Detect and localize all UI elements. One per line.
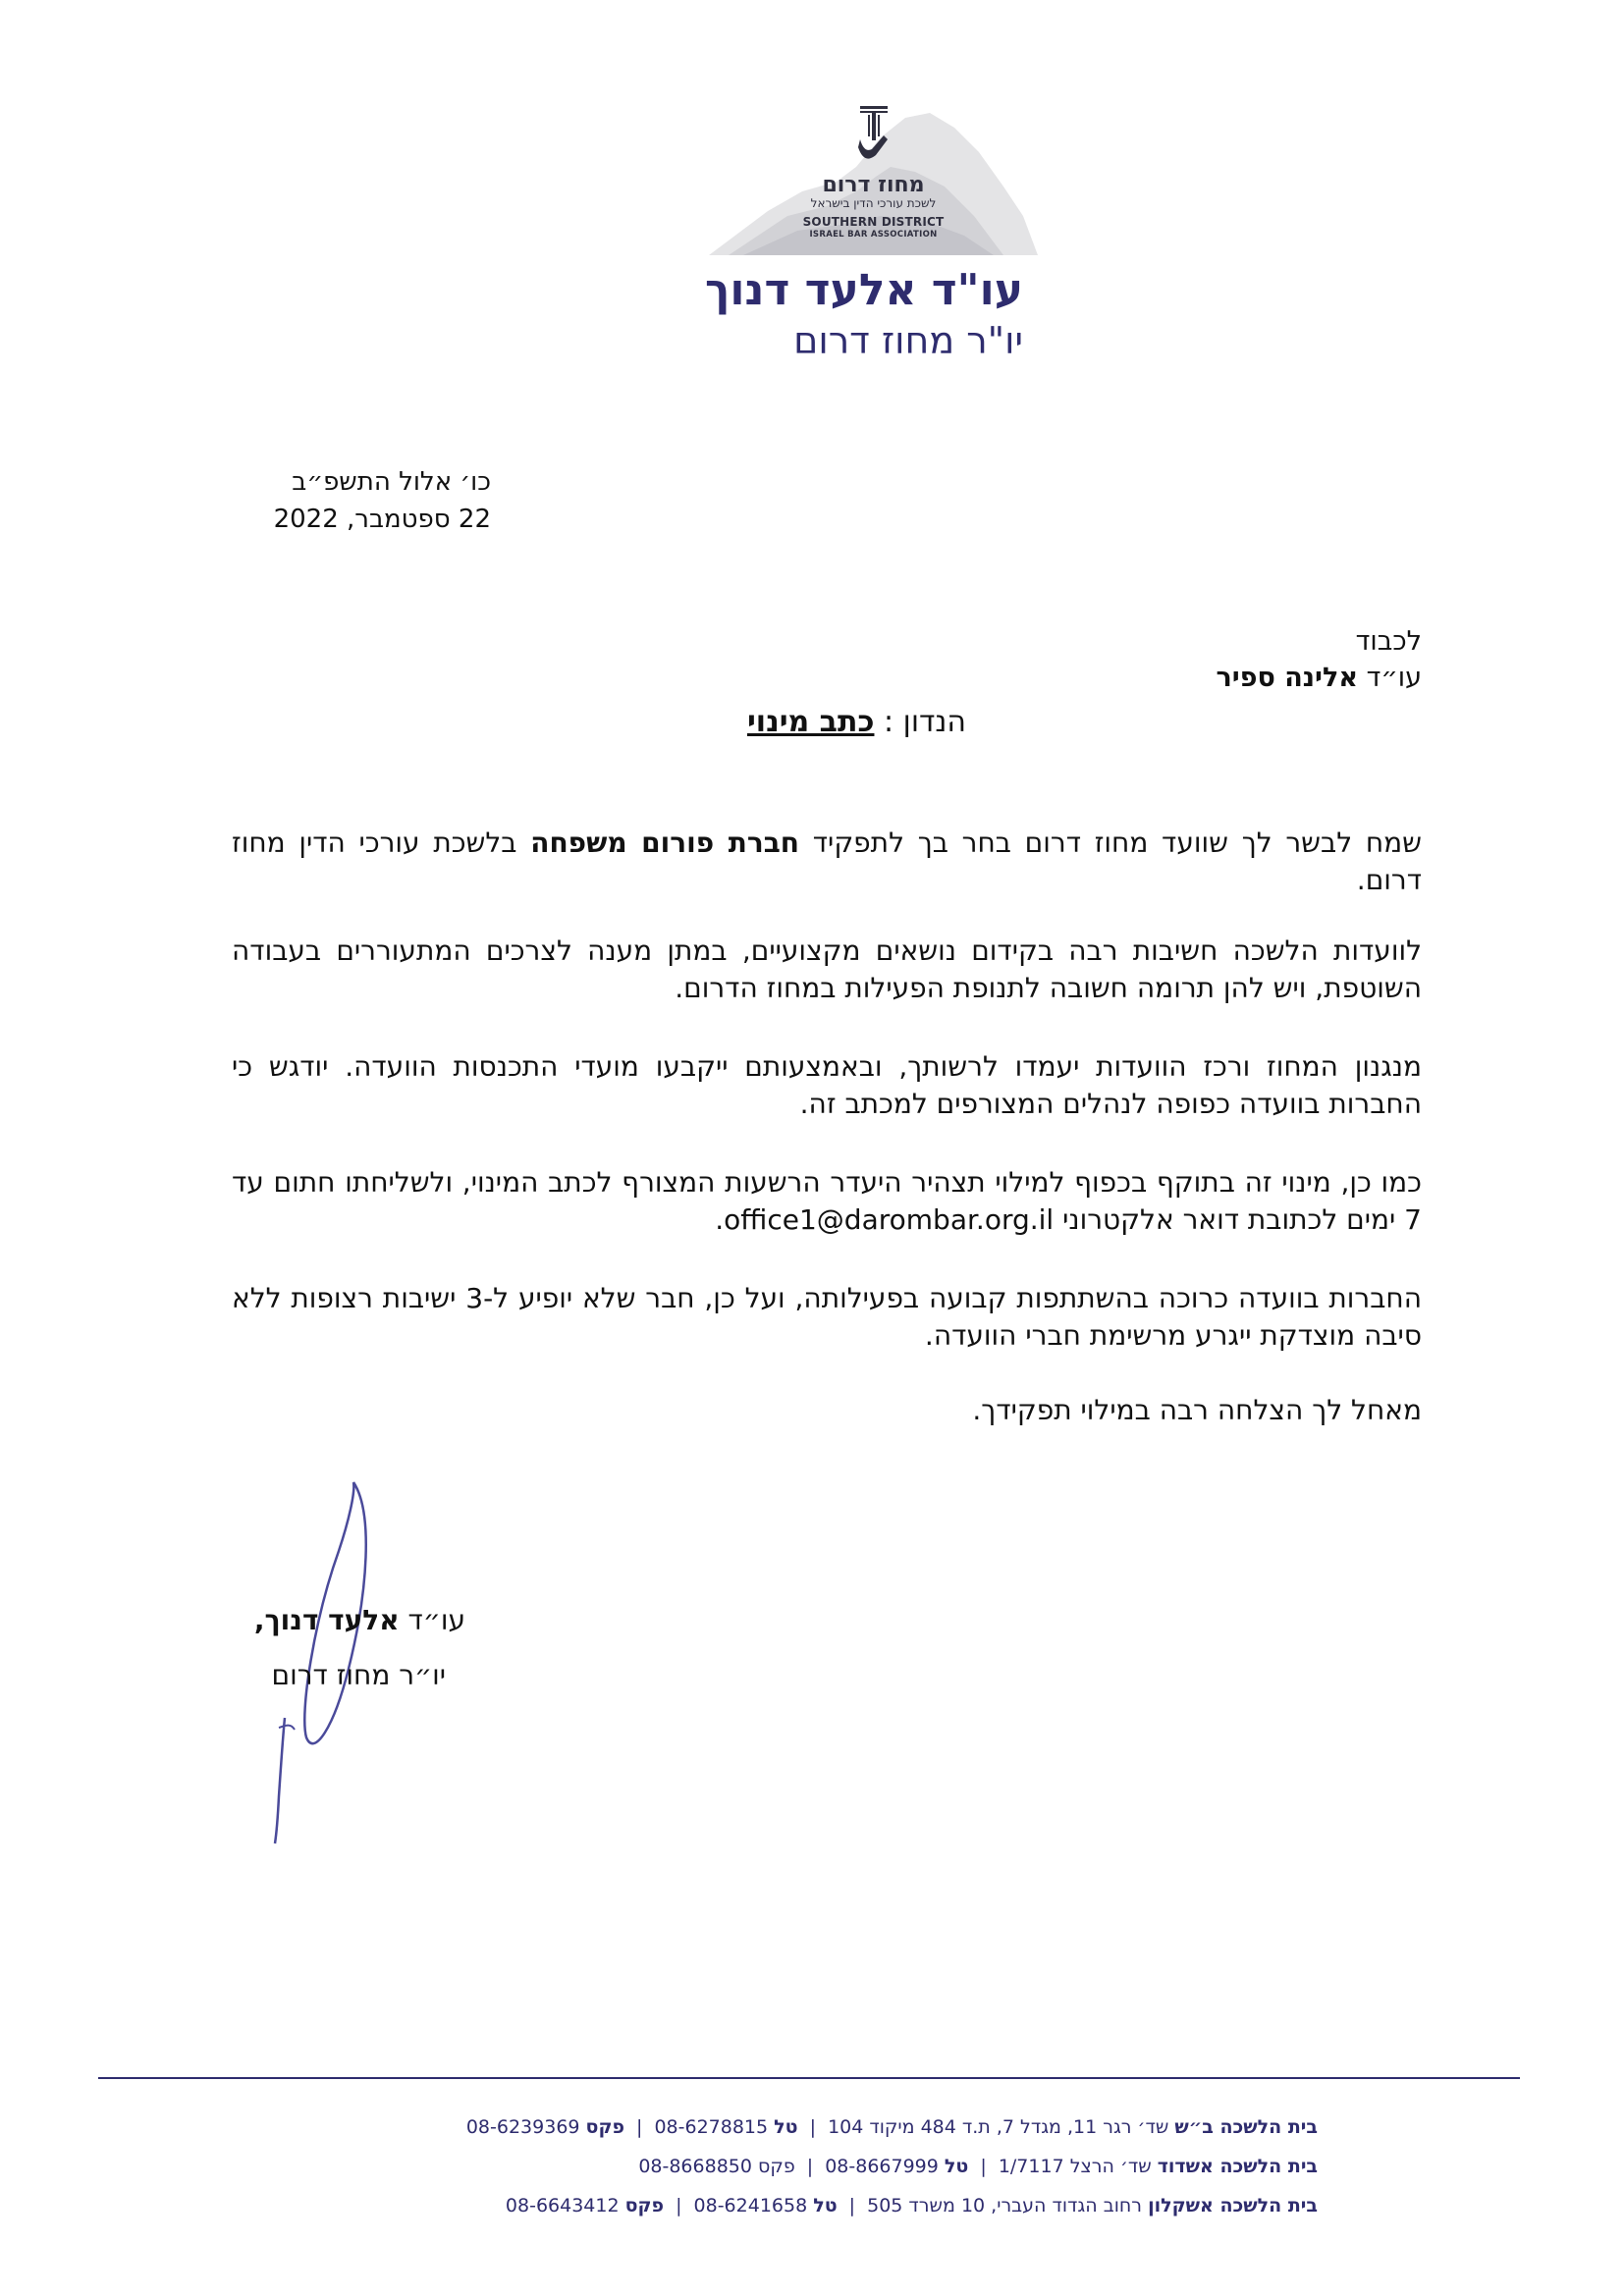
sender-name-heading: עו"ד אלעד דנוך (705, 265, 1023, 315)
footer-ashdod-fax: 08-8668850 (638, 2156, 752, 2177)
addressee-line (1217, 663, 1422, 693)
gregorian-date: 22 ספטמבר, 2022 (273, 505, 491, 534)
footer-beersheva-line (466, 2116, 1318, 2138)
addressee-prefix: עו״ד (1366, 663, 1422, 693)
footer-separator: | (980, 2156, 987, 2177)
footer-ashkelon-tel-label: טל (813, 2195, 838, 2216)
body-paragraph-1 (232, 825, 1422, 899)
footer-separator: | (676, 2195, 682, 2216)
footer-ashdod-line (638, 2156, 1318, 2177)
subject-value: כתב מינוי (746, 705, 875, 739)
footer-ashkelon-label: בית הלשכה אשקלון (1148, 2195, 1318, 2216)
email-address: office1@darombar.org.il. (715, 1203, 1055, 1236)
subject-line (747, 705, 966, 739)
logo-english-name: SOUTHERN DISTRICT (802, 215, 945, 229)
body-paragraph-5: החברות בוועדה כרוכה בהשתתפות קבועה בפעילותה, ועל כן, חבר שלא יופיע ל-3 ישיבות רצופות ללא סיבה מוצדקת ייגרע מרשימת חברי הוועדה. (232, 1282, 1423, 1352)
signatory-prefix: עו״ד (407, 1604, 465, 1636)
footer-ashkelon-tel: 08-6241658 (693, 2195, 808, 2216)
footer-bs-tel: 08-6278815 (654, 2116, 769, 2138)
footer-ashdod-label: בית הלשכה אשדוד (1157, 2156, 1318, 2177)
footer-ashkelon-fax-label: פקס (624, 2195, 665, 2216)
footer-ashdod-tel-label: טל (944, 2156, 969, 2177)
signatory-name: אלעד דנוך, (253, 1604, 400, 1636)
footer-bs-address: שד׳ רגר 11, מגדל 7, ת.ד 484 מיקוד 104 (828, 2116, 1169, 2138)
footer-separator: | (636, 2116, 643, 2138)
footer-ashkelon-address: רחוב הגדוד העברי, 10 משרד 505 (867, 2195, 1143, 2216)
footer-ashkelon-line (506, 2195, 1318, 2216)
p1-role: חברת פורום משפחה (530, 827, 800, 859)
footer-bs-label: בית הלשכה ב״ש (1174, 2116, 1318, 2138)
hebrew-date: כו׳ אלול התשפ״ב (292, 467, 491, 497)
sender-title-heading: יו"ר מחוז דרום (793, 319, 1023, 362)
footer-separator: | (806, 2156, 814, 2177)
footer-bs-fax-label: פקס (585, 2116, 624, 2138)
p1-text-before: שמח לבשר לך שוועד מחוז דרום בחר בך לתפקיד (812, 827, 1422, 859)
signatory-title: יו״ר מחוז דרום (271, 1659, 446, 1691)
addressee-name: אלינה ספיר (1216, 663, 1358, 693)
logo-hebrew-name: מחוז דרום (822, 173, 925, 197)
logo-hebrew-subtitle: לשכת עורכי הדין בישראל (810, 196, 937, 210)
footer-separator: | (848, 2195, 856, 2216)
district-logo (709, 98, 1038, 255)
footer-divider (98, 2077, 1520, 2079)
closing-line: מאחל לך הצלחה רבה במילוי תפקידך. (972, 1394, 1422, 1426)
p1-text-after: בלשכת עורכי הדין מחוז דרום. (232, 827, 1422, 896)
footer-bs-fax: 08-6239369 (465, 2116, 580, 2138)
scales-of-justice-icon (854, 106, 893, 169)
addressee-greeting: לכבוד (1355, 626, 1422, 657)
body-paragraph-4 (232, 1164, 1422, 1239)
signatory-line (254, 1604, 465, 1636)
footer-ashkelon-fax: 08-6643412 (505, 2195, 620, 2216)
footer-ashdod-address: שד׳ הרצל 1/7117 (998, 2156, 1152, 2177)
body-paragraph-2: לוועדות הלשכה חשיבות רבה בקידום נושאים מקצועיים, במתן מענה לצרכים המתעוררים בעבודה השוטפת, ויש להן תרומה חשובה לתנופת הפעילות במחוז הדרום. (232, 934, 1422, 1004)
footer-bs-tel-label: טל (774, 2116, 798, 2138)
body-paragraph-3: מנגנון המחוז ורכז הוועדות יעמדו לרשותך, ובאמצעותם ייקבעו מועדי התכנסות הוועדה. יודגש כי החברות בוועדה כפופה לנהלים המצורפים למכתב זה. (232, 1050, 1422, 1120)
footer-ashdod-fax-label: פקס (758, 2156, 795, 2177)
footer-ashdod-tel: 08-8667999 (825, 2156, 939, 2177)
p4-text: כמו כן, מינוי זה בתוקף בכפוף למילוי תצהיר היעדר הרשעות המצורף לכתב המינוי, ולשליחתו חתום עד 7 ימים לכתובת דואר אלקטרוני (232, 1166, 1422, 1236)
footer-separator: | (809, 2116, 817, 2138)
subject-label: הנדון : (884, 705, 966, 739)
logo-english-subtitle: ISRAEL BAR ASSOCIATION (809, 230, 938, 240)
